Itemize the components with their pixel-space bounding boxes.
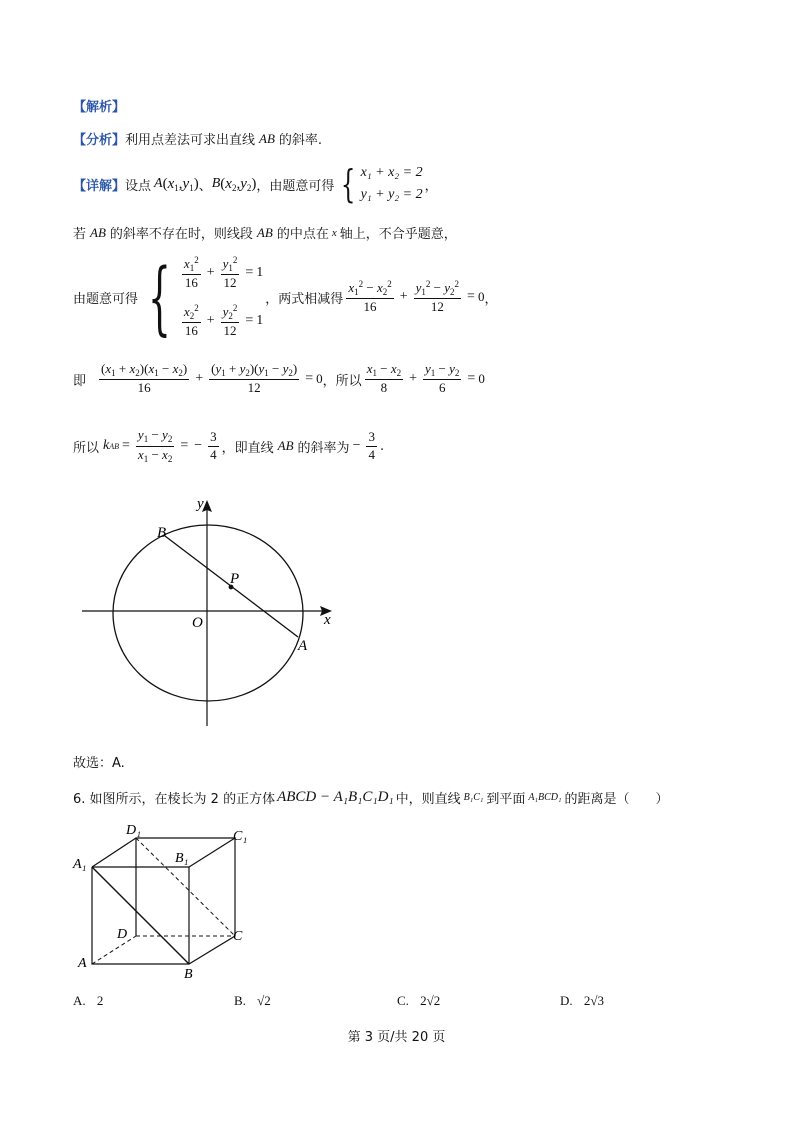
ellipse-eq-2: $\frac{x_2^2}{16}$ + $\frac{y_2^2}{12}$ = 1 [183,302,264,338]
case-segment-1: AB [90,224,106,240]
analysis-text-before: 利用点差法可求出直线 [125,133,256,148]
choice-b[interactable] [234,993,271,1009]
analysis-line [73,129,322,148]
difference-equation: $\frac{x_1^2 - x_2^2}{16}$ + $\frac{y_1^2 - y_2^2}{12}$ = 0 [348,278,485,315]
question-6-plane: A₁BCD₁ [528,792,562,803]
choice-a[interactable] [73,993,103,1009]
label-p: P [230,571,240,587]
choice-d-value: 2√3 [583,993,605,1008]
brace-icon: { [341,162,356,206]
choice-c-letter: C. [397,993,409,1008]
slope-line: 所以 k AB = $\frac{y_1 - y_2}{x_1 - x_2}$ = − $\frac{3}{4}$ ，即直线 AB 的斜率为 − $\frac{3}{4}$ . [73,427,385,464]
ratio-so: ，所以 [322,373,362,389]
case-axis: x [331,226,337,239]
question-6-line: B₁C₁ [463,792,484,803]
label-d: D [117,927,128,942]
case-text-4: 轴上，不合乎题意， [339,227,457,242]
label-b: B [157,525,167,541]
label-a: A [298,638,308,654]
cube-figure [70,818,260,983]
answer-text: 故选：A. [73,756,125,771]
diagonal-a1b [92,867,189,964]
point-b-coords: $(x_2,y_2)$ [220,175,257,193]
detail-from-problem: ，由题意可得 [256,178,335,194]
choice-c[interactable] [397,993,440,1009]
case-text-1: 若 [73,227,87,242]
choice-a-value: 2 [96,993,104,1008]
question-6-tail: 的距离是（ ） [564,792,669,807]
label-d1: D₁ [126,823,141,838]
system-subtract-text: ，两式相减得 [265,291,344,307]
cube-outline [92,838,235,964]
hidden-edge-ad [92,936,136,964]
question-6-cube: ABCD − A₁B₁C₁D₁ [277,789,394,805]
detail-label: 【详解】 [73,178,126,194]
label-b1: B₁ [175,851,189,866]
detail-set-points: 设点 [125,178,152,194]
analysis-segment: AB [259,130,275,146]
label-a1: A₁ [73,857,87,872]
slope-answer-fraction: $\frac{3}{4}$ [368,428,375,462]
choice-d[interactable] [560,993,604,1009]
point-a-coords: $(x_1,y_1)$ [162,175,199,193]
slope-tail: 的斜率为 [297,440,350,456]
system-lead: 由题意可得 [73,291,139,307]
slope-neg: − [194,438,203,453]
analysis-label: 【分析】 [73,133,126,148]
case-text-2: 的斜率不存在时，则线段 [109,227,253,242]
slope-neg-2: − [352,438,361,453]
edge-b1c1 [189,838,235,867]
choice-c-value: 2√2 [420,993,441,1008]
label-c1: C₁ [233,829,248,844]
ellipse-eq-1: $\frac{x_1^2}{16}$ + $\frac{y_1^2}{12}$ = 1 [183,255,264,291]
slope-mid: ，即直线 [221,440,274,456]
label-b: B [184,967,193,982]
system-line [73,252,497,342]
choice-a-letter: A. [73,993,86,1008]
choice-b-letter: B. [234,993,246,1008]
ratio-line [73,358,485,400]
label-c: C [233,929,243,944]
slope-segment: AB [277,438,294,453]
choice-d-letter: D. [560,993,573,1008]
detail-separator: 、 [198,178,212,194]
slope-value-fraction: $\frac{3}{4}$ [210,428,217,462]
slope-k-sub: AB [109,441,120,451]
label-y: y [197,496,204,512]
sum-x-equation: x₁ + x₂ = 2 [360,165,423,180]
ellipse-system [140,251,263,344]
ellipse-figure [70,490,360,740]
reduced-equation: $\frac{x_1 - x_2}{8}$ + $\frac{y_1 - y_2}{6}$ = 0 [366,360,485,396]
brace-icon: { [148,250,171,344]
sum-system [336,162,422,206]
label-a: A [78,956,87,971]
question-6-to-plane: 到平面 [486,792,526,807]
system-trail: ， [484,291,498,307]
analysis-text-after: 的斜率. [278,133,323,148]
case-segment-2: AB [256,224,273,240]
section-header: 【解析】 [73,100,126,115]
detail-line [73,162,438,206]
slope-k: k [103,438,110,453]
question-6-mid: 中，则直线 [395,792,461,807]
question-6 [73,788,668,807]
slope-period: . [379,438,385,454]
detail-comma: ， [424,178,438,194]
page-footer: 第 3 页/共 20 页 [347,1030,446,1045]
ratio-lead: 即 [73,373,87,389]
case-text-3: 的中点在 [276,227,329,242]
label-o: O [192,615,203,631]
slope-fraction: $\frac{y_1 - y_2}{x_1 - x_2}$ [137,427,173,464]
sum-y-equation: y₁ + y₂ = 2 [360,187,423,202]
case-line [73,223,457,242]
slope-lead: 所以 [73,440,100,456]
question-6-number: 6. 如图所示，在棱长为 2 的正方体 [73,792,276,807]
choice-b-value: √2 [257,993,271,1008]
point-a-symbol: A [154,176,163,191]
point-b-symbol: B [211,176,221,191]
label-x: x [324,612,331,628]
product-equation: $\frac{(x_1 + x_2)(x_1 - x_2)}{16}$ + $\frac{(y_1 + y_2)(y_1 - y_2)}{12}$ = 0 [101,360,323,396]
ellipse-curve [113,525,303,701]
